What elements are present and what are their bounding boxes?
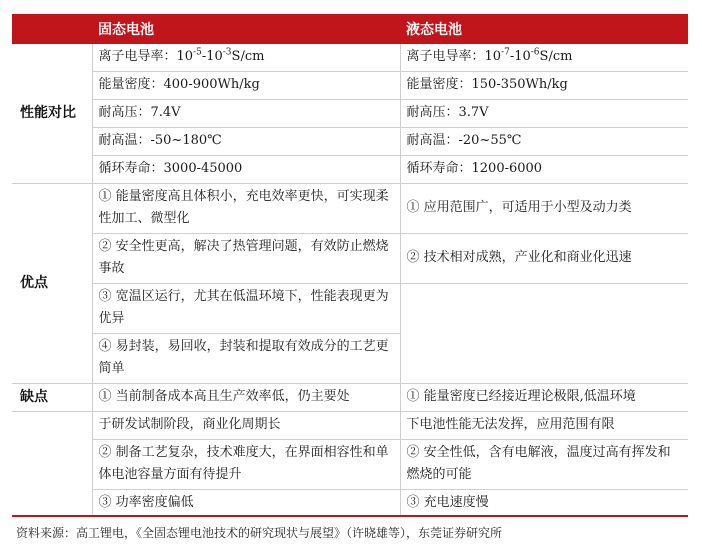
header-category	[12, 14, 92, 44]
solid-advantage-3: ③ 宽温区运行，尤其在低温环境下，性能表现更为优异	[92, 284, 400, 334]
solid-disadvantage-1-line2: 于研发试制阶段，商业化周期长	[92, 412, 400, 440]
liquid-disadvantage-2: ② 安全性低，含有电解液，温度过高有挥发和燃烧的可能	[400, 440, 688, 490]
liquid-conductivity-exp1: -7	[501, 47, 510, 58]
liquid-energy-density: 能量密度：150-350Wh/kg	[400, 72, 688, 100]
bottom-rule	[12, 515, 688, 517]
liquid-conductivity-exp2: -6	[530, 47, 540, 58]
solid-disadvantage-1-line1: ① 当前制备成本高且生产效率低，仍主要处	[92, 384, 400, 412]
solid-temperature: 耐高温：-50~180℃	[92, 128, 400, 156]
liquid-conductivity	[400, 44, 688, 72]
table-row	[12, 412, 688, 440]
liquid-disadvantage-3: ③ 充电速度慢	[406, 495, 489, 510]
solid-disadvantage-2: ② 制备工艺复杂，技术难度大，在界面相容性和单体电池容量方面有待提升	[92, 440, 400, 490]
liquid-voltage: 耐高压：3.7V	[400, 100, 688, 128]
category-disadvantages: 缺点	[12, 384, 92, 412]
header-liquid-battery: 液态电池	[400, 14, 688, 44]
liquid-temperature: 耐高温：-20~55℃	[400, 128, 688, 156]
solid-conductivity-prefix: 离子电导率：10	[98, 49, 194, 64]
liquid-advantage-2: ② 技术相对成熟，产业化和商业化迅速	[400, 234, 688, 284]
liquid-advantage-empty	[400, 284, 688, 384]
solid-energy-density: 能量密度：400-900Wh/kg	[92, 72, 400, 100]
liquid-conductivity-mid: -10	[509, 49, 531, 64]
table-row	[12, 44, 688, 72]
table-row	[12, 490, 688, 518]
solid-conductivity	[92, 44, 400, 72]
liquid-advantage-1: ① 应用范围广，可适用于小型及动力类	[400, 184, 688, 234]
solid-conductivity-exp2: -3	[222, 47, 232, 58]
table-row	[12, 184, 688, 234]
table-row	[12, 128, 688, 156]
solid-conductivity-unit: S/cm	[231, 49, 265, 64]
category-performance: 性能对比	[12, 44, 92, 184]
header-solid-battery: 固态电池	[92, 14, 400, 44]
solid-voltage: 耐高压：7.4V	[92, 100, 400, 128]
table-row	[12, 284, 688, 334]
liquid-disadvantage-1-line2: 下电池性能无法发挥，应用范围有限	[400, 412, 688, 440]
solid-cycle-life: 循环寿命：3000-45000	[92, 156, 400, 184]
source-note: 资料来源：高工锂电，《全固态锂电池技术的研究现状与展望》（许晓雄等），东莞证券研究所	[16, 526, 503, 540]
solid-conductivity-mid: -10	[201, 49, 223, 64]
table-row	[12, 156, 688, 184]
liquid-conductivity-prefix: 离子电导率：10	[406, 49, 502, 64]
solid-advantage-2: ② 安全性更高，解决了热管理问题，有效防止燃烧事故	[92, 234, 400, 284]
table-row	[12, 440, 688, 490]
solid-conductivity-exp1: -5	[193, 47, 202, 58]
table-row	[12, 100, 688, 128]
solid-advantage-1: ① 能量密度高且体积小，充电效率更快，可实现柔性加工、微型化	[92, 184, 400, 234]
liquid-conductivity-unit: S/cm	[539, 49, 573, 64]
category-disadvantages-spacer	[12, 412, 92, 518]
solid-disadvantage-3: ③ 功率密度偏低	[92, 490, 400, 518]
header-row	[12, 14, 688, 44]
comparison-table	[12, 14, 688, 517]
category-advantages: 优点	[12, 184, 92, 384]
liquid-cycle-life: 循环寿命：1200-6000	[400, 156, 688, 184]
table-row	[12, 234, 688, 284]
table-row	[12, 72, 688, 100]
table-row	[12, 384, 688, 412]
solid-advantage-4: ④ 易封装，易回收，封装和提取有效成分的工艺更简单	[92, 334, 400, 384]
liquid-disadvantage-1-line1: ① 能量密度已经接近理论极限,低温环境	[400, 384, 688, 412]
